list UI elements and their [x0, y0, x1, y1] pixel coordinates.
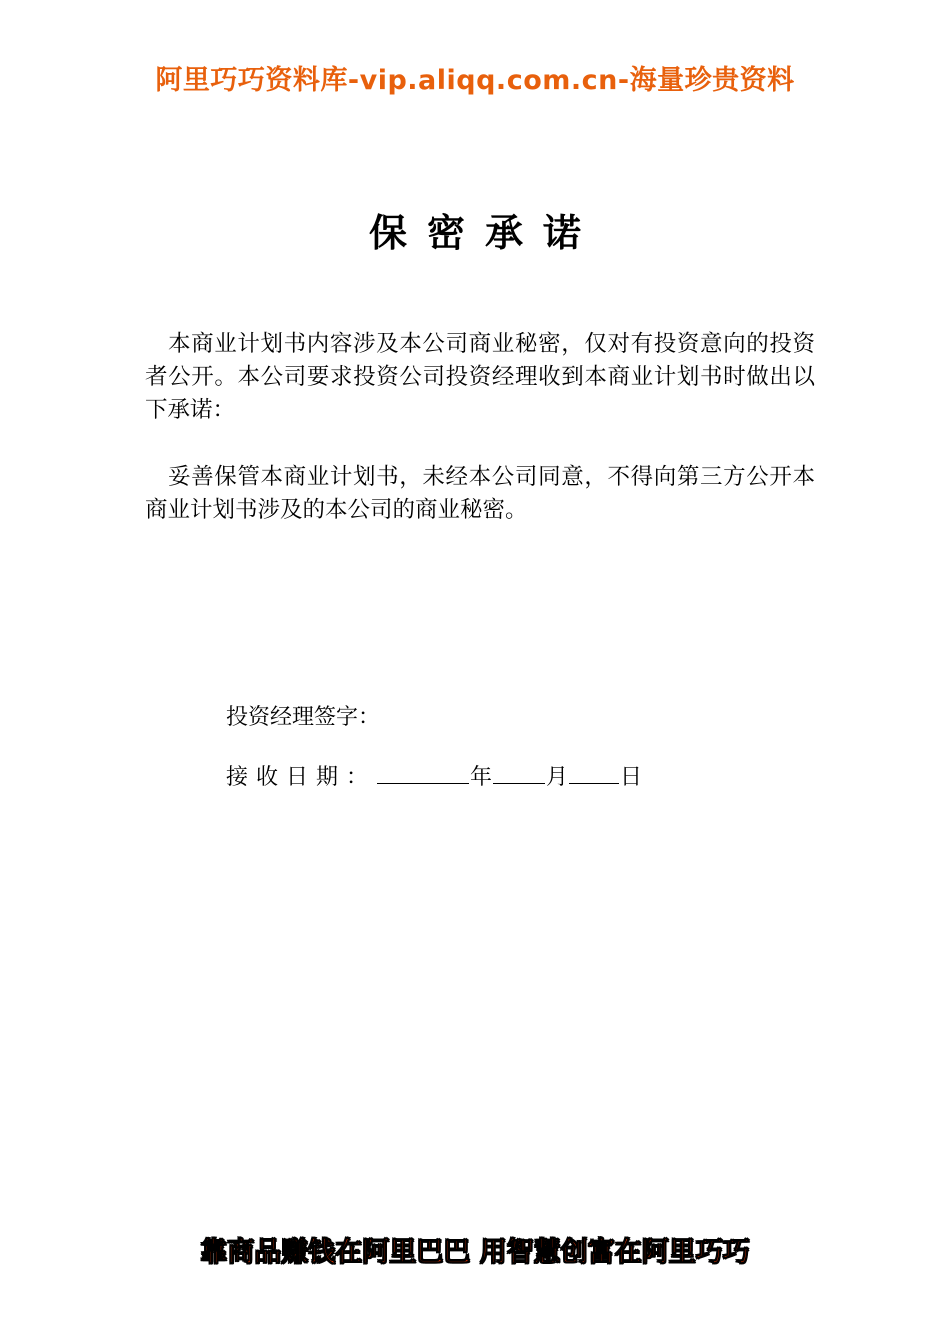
document-title: 保密承诺	[368, 210, 601, 255]
signature-row	[226, 700, 380, 731]
paragraph-confidentiality: 本商业计划书内容涉及本公司商业秘密，仅对有投资意向的投资者公开。本公司要求投资公司投资经理收到本商业计划书时做出以下承诺：	[145, 331, 815, 423]
signature-label: 投资经理签字：	[226, 705, 381, 730]
year-blank	[377, 761, 469, 784]
day-blank	[569, 761, 619, 784]
footer-banner: 靠商品赚钱在阿里巴巴 用智慧创富在阿里巧巧	[200, 1237, 750, 1268]
date-row	[226, 760, 642, 791]
header-banner: 阿里巧巧资料库-vip.aliqq.com.cn-海量珍贵资料	[155, 65, 795, 96]
year-label: 年	[470, 765, 493, 790]
month-blank	[493, 761, 545, 784]
month-label: 月	[546, 765, 569, 790]
paragraph-commitment: 妥善保管本商业计划书，未经本公司同意，不得向第三方公开本商业计划书涉及的本公司的商业秘密。	[145, 464, 815, 523]
day-label: 日	[620, 765, 643, 790]
date-label: 接收日期：	[226, 765, 377, 790]
